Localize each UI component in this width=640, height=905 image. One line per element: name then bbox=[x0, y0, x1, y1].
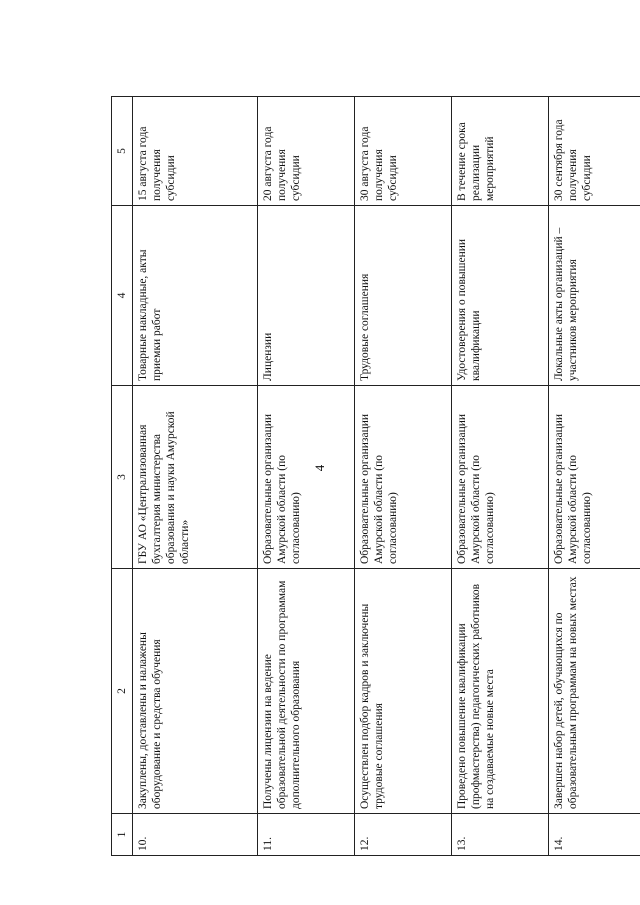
table-row bbox=[257, 97, 354, 856]
row-deadline: 30 сентября года получения субсидии bbox=[548, 97, 640, 206]
row-responsible: Образовательные организации Амурской области (по согласованию) bbox=[354, 386, 451, 569]
row-documents: Лицензии bbox=[257, 206, 354, 386]
row-responsible: Образовательные организации Амурской области (по согласованию) bbox=[451, 386, 548, 569]
row-deadline: 15 августа года получения субсидии bbox=[133, 97, 258, 206]
header-cell: 1 bbox=[112, 814, 133, 856]
row-number: 13. bbox=[451, 814, 548, 856]
row-number: 14. bbox=[548, 814, 640, 856]
row-number: 10. bbox=[133, 814, 258, 856]
header-cell: 3 bbox=[112, 386, 133, 569]
row-event: Проведено повышение квалификации (профмастерства) педагогических работников на создаваемые новые места bbox=[451, 569, 548, 814]
row-event: Закуплены, доставлены и налажены оборудование и средства обучения bbox=[133, 569, 258, 814]
row-documents: Удостоверения о повышении квалификации bbox=[451, 206, 548, 386]
row-event: Получены лицензии на ведение образовательной деятельности по программам дополнительного образования bbox=[257, 569, 354, 814]
row-documents: Локальные акты организаций – участников мероприятия bbox=[548, 206, 640, 386]
row-event: Завершен набор детей, обучающихся по образовательным программам на новых местах bbox=[548, 569, 640, 814]
row-deadline: В течение срока реализации мероприятий bbox=[451, 97, 548, 206]
row-responsible: Образовательные организации Амурской области (по согласованию) bbox=[257, 386, 354, 569]
row-number: 12. bbox=[354, 814, 451, 856]
header-cell: 5 bbox=[112, 97, 133, 206]
row-deadline: 30 августа года получения субсидии bbox=[354, 97, 451, 206]
table-row bbox=[133, 97, 258, 856]
header-cell: 4 bbox=[112, 206, 133, 386]
header-cell: 2 bbox=[112, 569, 133, 814]
row-documents: Товарные накладные, акты приемки работ bbox=[133, 206, 258, 386]
row-deadline: 20 августа года получения субсидии bbox=[257, 97, 354, 206]
schedule-table bbox=[111, 96, 640, 856]
rotated-table-container bbox=[111, 97, 640, 856]
table-row bbox=[451, 97, 548, 856]
page-number: 4 bbox=[312, 464, 327, 472]
row-documents: Трудовые соглашения bbox=[354, 206, 451, 386]
row-event: Осуществлен подбор кадров и заключены трудовые соглашения bbox=[354, 569, 451, 814]
row-responsible: ГБУ АО «Централизованная бухгалтерия министерства образования и науки Амурской области» bbox=[133, 386, 258, 569]
table-header-row bbox=[112, 97, 133, 856]
table-row bbox=[548, 97, 640, 856]
row-number: 11. bbox=[257, 814, 354, 856]
row-responsible: Образовательные организации Амурской области (по согласованию) bbox=[548, 386, 640, 569]
table-row bbox=[354, 97, 451, 856]
